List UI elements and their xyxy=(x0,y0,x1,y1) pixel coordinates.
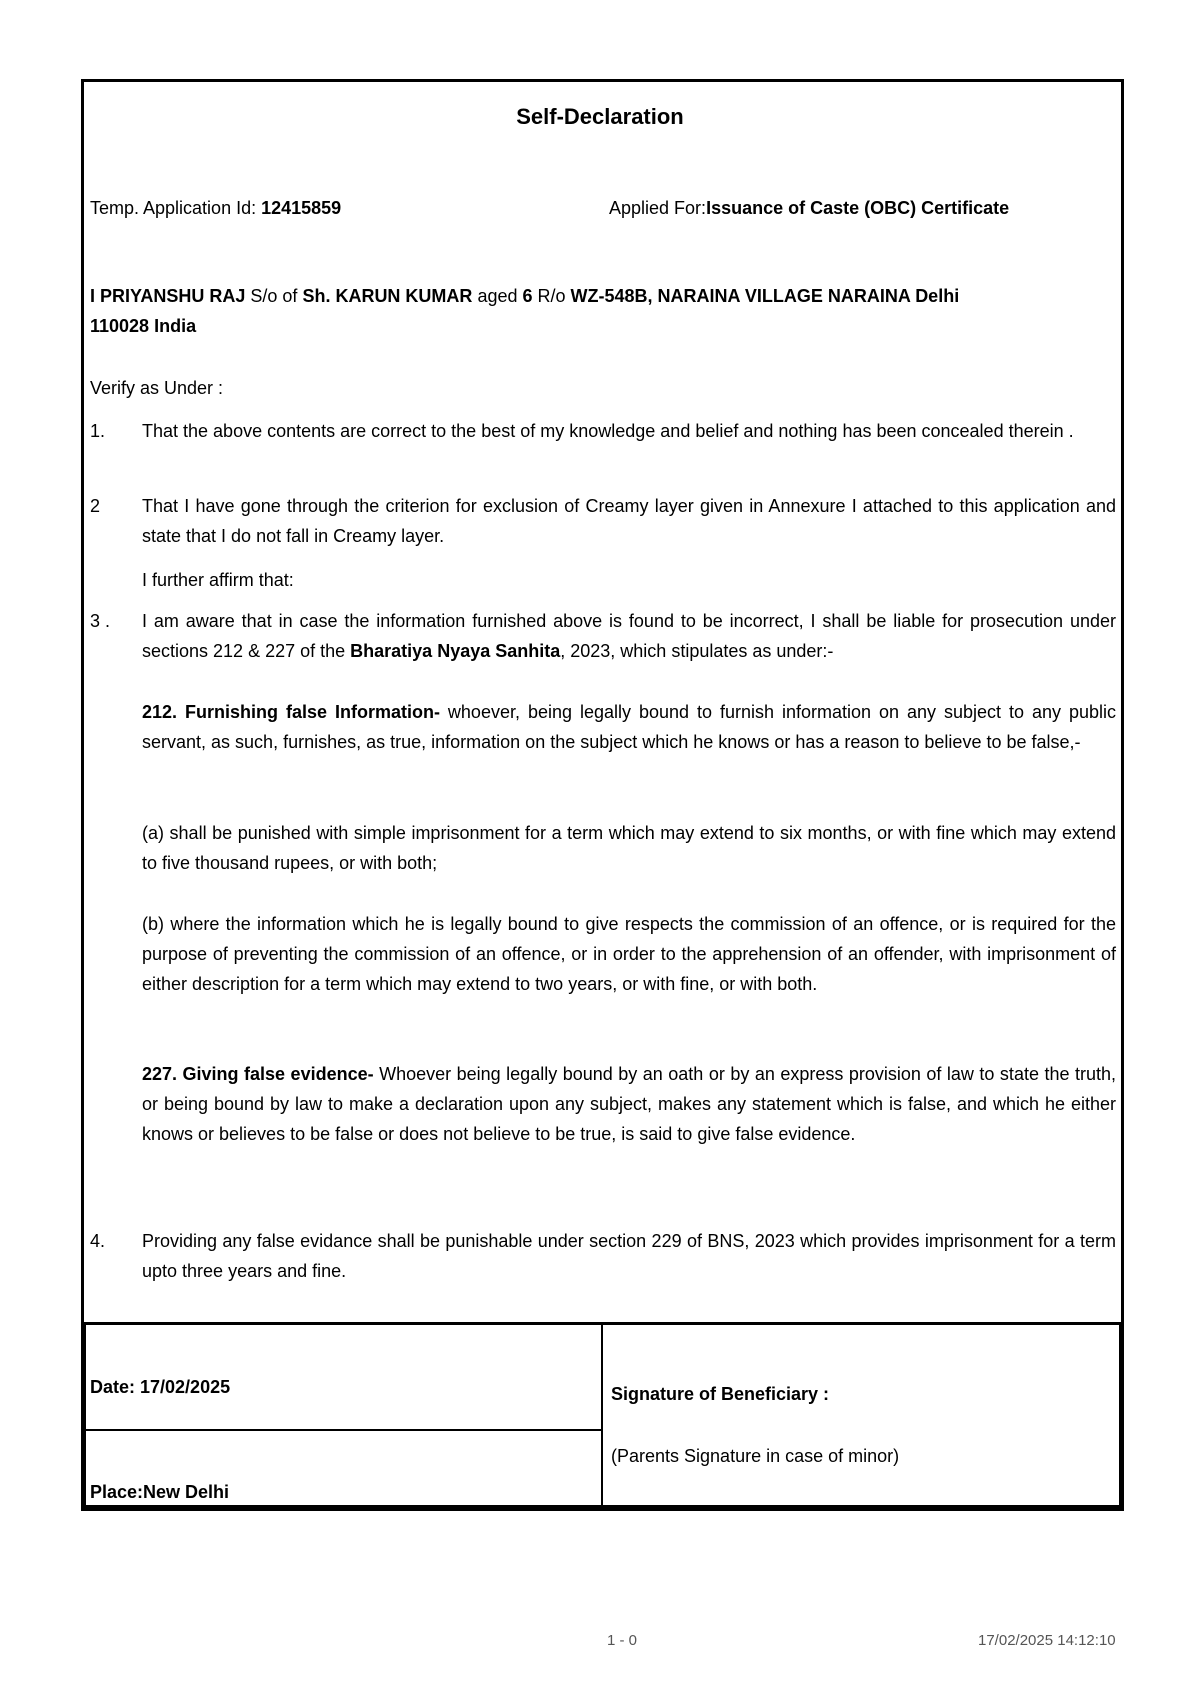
page-number: 1 - 0 xyxy=(607,1632,638,1649)
section-227 xyxy=(142,1059,1116,1149)
item-2-number: 2 xyxy=(90,496,101,516)
signature-table-horizontal-divider xyxy=(83,1429,603,1431)
verify-heading: Verify as Under : xyxy=(90,378,224,398)
signature-label: Signature of Beneficiary : xyxy=(611,1384,830,1404)
declarant-parent: Sh. KARUN KUMAR xyxy=(302,286,473,306)
applied-for-label: Applied For: xyxy=(609,198,707,218)
item-3-text-bold: Bharatiya Nyaya Sanhita xyxy=(350,641,561,661)
declarant-age: 6 xyxy=(522,286,533,306)
section-212-text: whoever, being legally bound to furnish information on any subject to any public servant, as such, furnishes, as true, information on the subject which he knows or has a reason to believe to be false,- xyxy=(142,702,1116,752)
section-212-a: (a) shall be punished with simple imprisonment for a term which may extend to six months, or with fine which may extend to five thousand rupees, or with both; xyxy=(142,823,1116,873)
item-4-number: 4. xyxy=(90,1231,106,1251)
declarant-prefix: I xyxy=(90,286,101,306)
page-title: Self-Declaration xyxy=(516,104,684,129)
item-2-text: That I have gone through the criterion for exclusion of Creamy layer given in Annexure I attached to this application and state that I do not fall in Creamy layer. xyxy=(142,496,1116,546)
declarant-name: PRIYANSHU RAJ xyxy=(100,286,246,306)
signature-table-vertical-divider xyxy=(601,1322,603,1508)
item-1-text: That the above contents are correct to the best of my knowledge and belief and nothing has been concealed therein . xyxy=(142,421,1074,441)
item-3-text-b: , 2023, which stipulates as under:- xyxy=(560,641,834,661)
affirm-text: I further affirm that: xyxy=(142,570,294,590)
application-id-label: Temp. Application Id: xyxy=(90,198,262,218)
place-label: Place:New Delhi xyxy=(90,1482,230,1502)
item-1-number: 1. xyxy=(90,421,106,441)
section-212-b: (b) where the information which he is legally bound to give respects the commission of an offence, or is required for the purpose of preventing the commission of an offence, or in order to the apprehension of an offender, with imprisonment of either description for a term which may extend to two years, or with fine, or with both. xyxy=(142,914,1116,994)
application-id-value: 12415859 xyxy=(261,198,342,218)
declarant-address-line1: WZ-548B, NARAINA VILLAGE NARAINA Delhi xyxy=(570,286,960,306)
declarant-relation: S/o of xyxy=(245,286,303,306)
section-212 xyxy=(142,697,1116,757)
item-3-text-a: I am aware that in case the information furnished above is found to be incorrect, I shall be liable for prosecution under sections 212 & 227 of the xyxy=(142,611,1116,661)
footer-timestamp: 17/02/2025 14:12:10 xyxy=(978,1632,1116,1649)
date-label: Date: 17/02/2025 xyxy=(90,1377,231,1397)
declarant-address-line2: 110028 India xyxy=(90,316,197,336)
applied-for xyxy=(609,193,1009,223)
parents-signature-note: (Parents Signature in case of minor) xyxy=(611,1446,900,1466)
section-227-heading: 227. Giving false evidence- xyxy=(142,1064,374,1084)
section-212-heading: 212. Furnishing false Information- xyxy=(142,702,440,722)
item-4-text: Providing any false evidance shall be punishable under section 229 of BNS, 2023 which provides imprisonment for a term upto three years and fine. xyxy=(142,1231,1116,1281)
declarant-line-1 xyxy=(90,281,959,311)
item-3-text xyxy=(142,606,1116,666)
declarant-resident-label: R/o xyxy=(532,286,571,306)
application-id xyxy=(90,193,341,223)
declarant-aged-label: aged xyxy=(472,286,523,306)
section-227-text: Whoever being legally bound by an oath or by an express provision of law to state the truth, or being bound by law to make a declaration upon any subject, makes any statement which is false, and which he either knows or believes to be false or does not believe to be true, is said to give false evidence. xyxy=(142,1064,1116,1144)
applied-for-value: Issuance of Caste (OBC) Certificate xyxy=(706,198,1010,218)
item-3-number: 3 . xyxy=(90,611,111,631)
